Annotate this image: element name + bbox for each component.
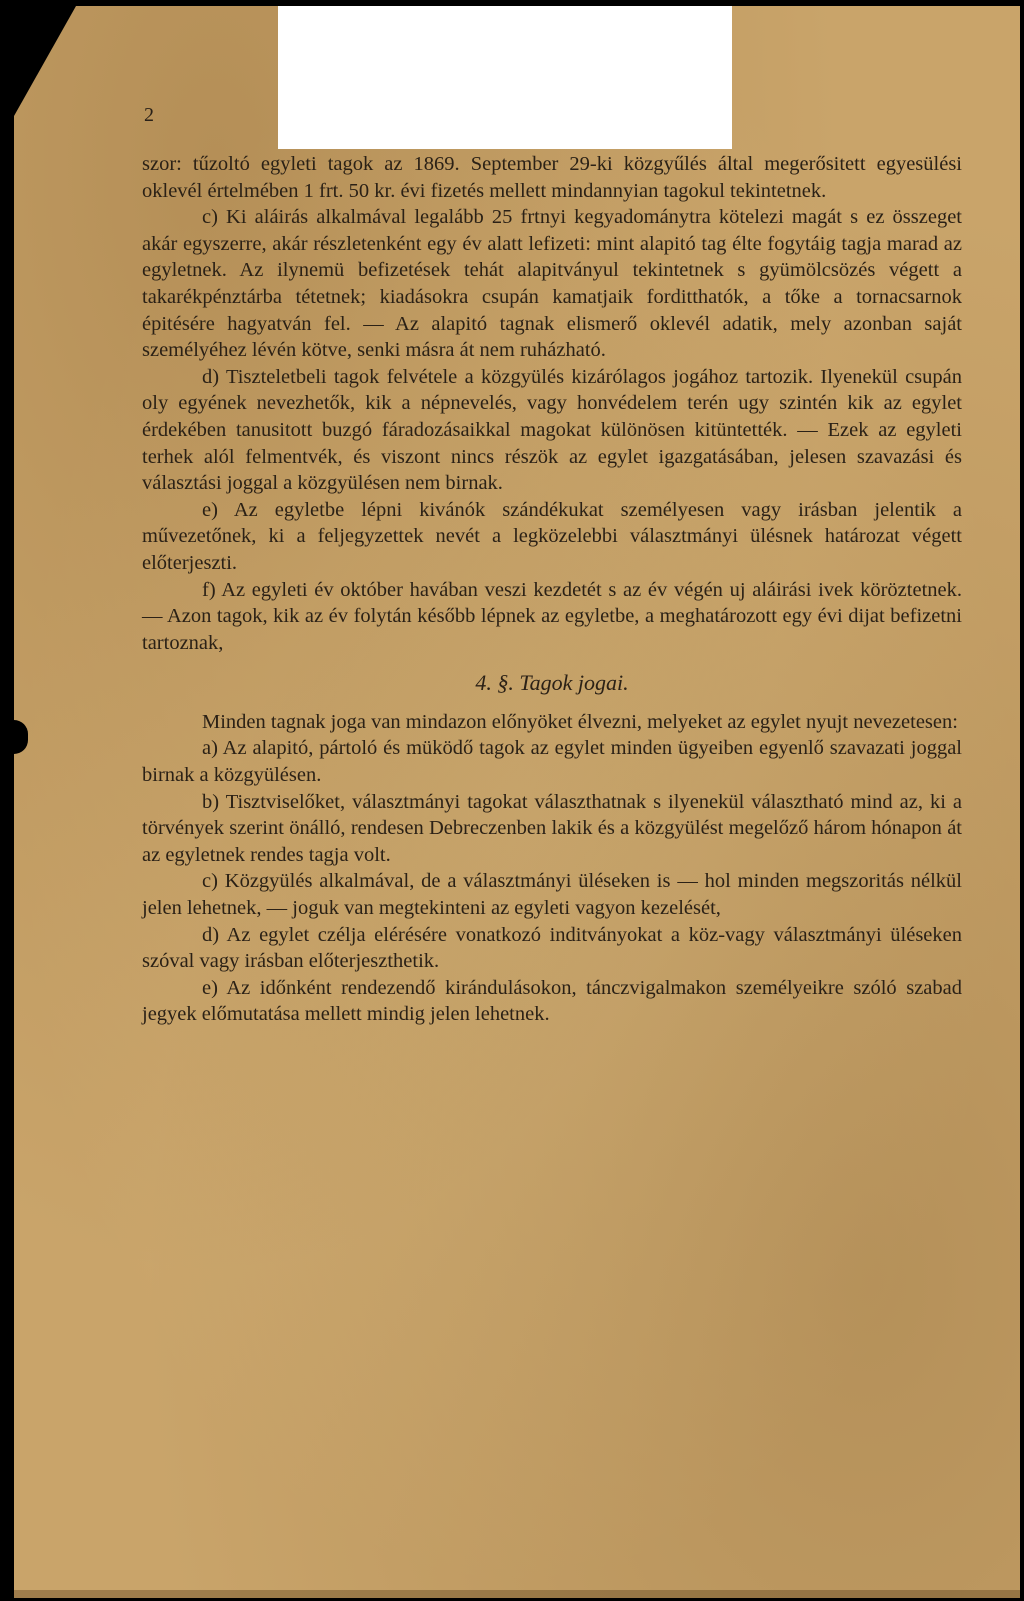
paragraph-continuation: szor: tűzoltó egyleti tagok az 1869. September 29-ki közgyűlés által megerősitett egyesülési oklevél értelmében 1 frt. 50 kr. évi fizetés mellett mindannyian tagokul tekintetnek.: [142, 153, 962, 202]
page-number: 2: [144, 104, 154, 126]
torn-corner: [14, 6, 76, 116]
paragraph-rights-d: d) Az egylet czélja elérésére vonatkozó inditványokat a köz-vagy választmányi üléseken szóval vagy irásban előterjeszthetik.: [142, 923, 962, 973]
paragraph-intro: Minden tagnak joga van mindazon előnyöket élvezni, melyeket az egylet nyujt nevezetesen:: [202, 710, 958, 733]
paragraph-rights-b: b) Tisztviselőket, választmányi tagokat választhatnak s ilyenekül választható mind az, ki a törvények szerint önálló, rendesen Debreczenben lakik és a közgyülést megelőző három hónapon át az egyletnek rendes tagja volt.: [142, 790, 962, 866]
paragraph-rights-e: e) Az időnként rendezendő kirándulásokon, tánczvigalmakon személyeikre szóló szabad jegyek előmutatása mellett mindig jelen lehetnek.: [142, 976, 962, 1026]
redaction-box: [278, 6, 732, 149]
section-heading: 4. §. Tagok jogai.: [475, 670, 629, 696]
page-bottom-edge: [14, 1590, 1020, 1598]
paragraph-f: f) Az egyleti év október havában veszi kezdetét s az év végén uj aláirási ivek köröztetnek. — Azon tagok, kik az év folytán később lépnek az egyletbe, a meghatározott egy évi dijat befizetni tartoznak,: [142, 578, 962, 654]
paragraph-rights-c: c) Közgyülés alkalmával, de a választmányi üléseken is — hol minden megszoritás nélkül jelen lehetnek, — joguk van megtekinteni az egyleti vagyon kezelését,: [142, 870, 962, 920]
document-page: [14, 6, 1020, 1598]
punch-hole: [0, 720, 28, 754]
body-text: [142, 151, 962, 1028]
paragraph-rights-a: a) Az alapitó, pártoló és müködő tagok az egylet minden ügyeiben egyenlő szavazati joggal birnak a közgyülésen.: [142, 737, 962, 787]
paragraph-e: e) Az egyletbe lépni kivánók szándékukat személyesen vagy irásban jelentik a művezetőnek, ki a feljegyzettek nevét a legközelebbi választmányi ülésnek határozat végett előterjeszti.: [142, 498, 962, 574]
paragraph-d: d) Tiszteletbeli tagok felvétele a közgyülés kizárólagos jogához tartozik. Ilyenekül csupán oly egyének nevezhetők, kik a népnevelés, vagy honvédelem terén ugy szintén kik az egylet érdekében tanusitott buzgó fáradozásaikkal magokat különösen kitüntették. — Ezek az egyleti terhek alól felmentvék, és viszont nincs részök az egylet igazgatásában, jelesen szavazási és választási joggal a közgyülésen nem birnak.: [142, 365, 962, 495]
paragraph-c: c) Ki aláirás alkalmával legalább 25 frtnyi kegyadománytra kötelezi magát s ez összeget akár egyszerre, akár részletenként egy év alatt lefizeti: mint alapitó tag élte fogytáig tagja marad az egyletnek. Az ilynemü befizetések tehát alapitványul tekintetnek s gyümölcsözés végett a takarékpénztárba tétetnek; kiadásokra csupán kamatjaik forditthatók, a tőke a tornacsarnok épitésére hagyatván fel. — Az alapitó tagnak elismerő oklevél adatik, mely azonban saját személyéhez lévén kötve, senki másra át nem ruházható.: [142, 206, 962, 362]
